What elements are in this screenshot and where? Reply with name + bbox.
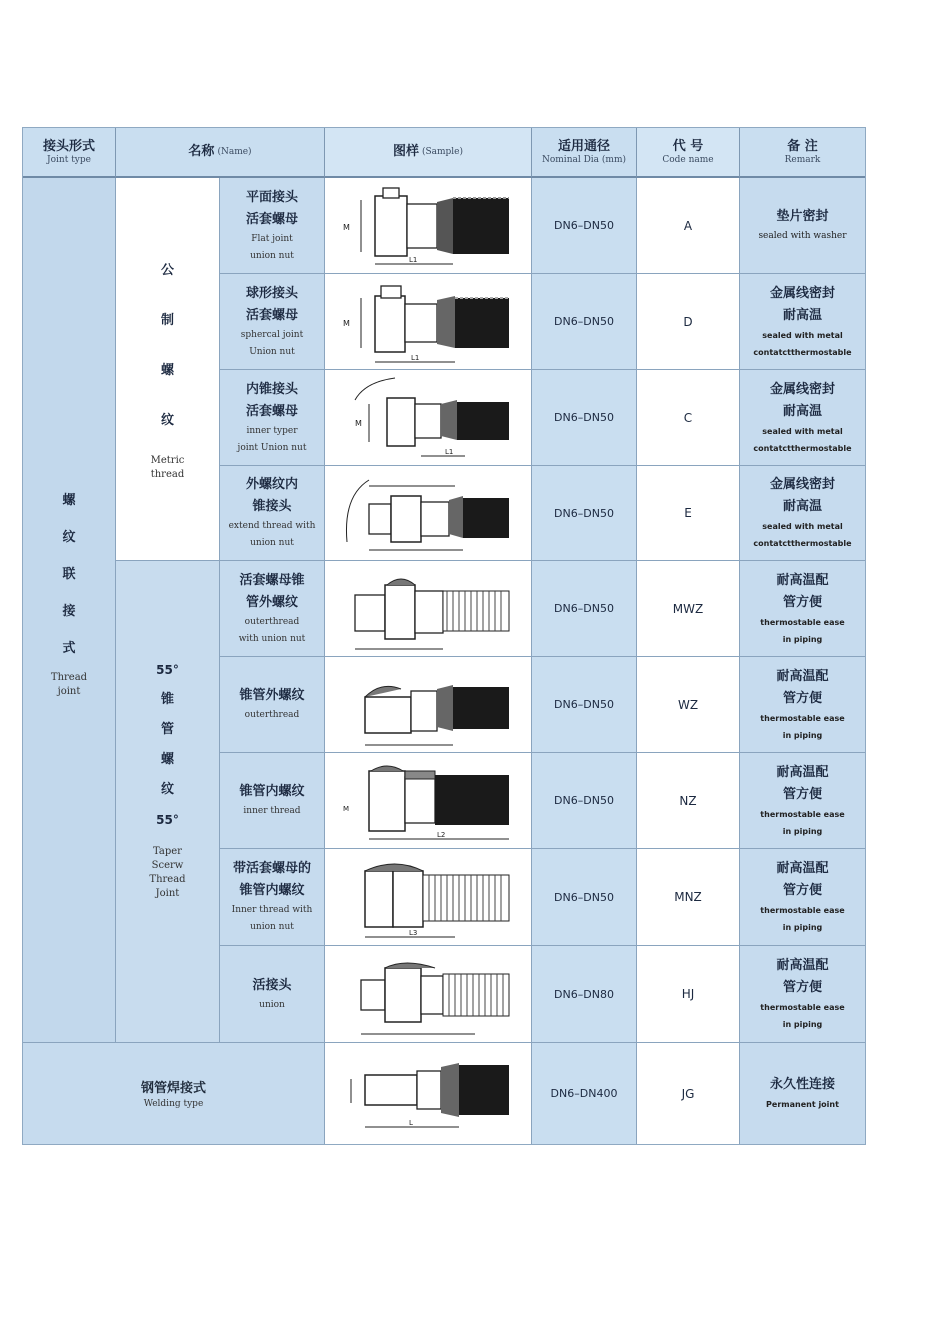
header-joint-type-zh: 接头形式 bbox=[42, 138, 95, 154]
welding-code: JG bbox=[637, 1043, 740, 1144]
group-taper-thread-en bbox=[149, 845, 185, 901]
row-nominal-dia: DN6–DN50 bbox=[532, 753, 637, 849]
row-name-en: extend thread with bbox=[228, 521, 316, 531]
drawing-label-l2: L2 bbox=[437, 831, 446, 839]
group-thread-joint bbox=[23, 178, 116, 1043]
drawing-label-l3: L3 bbox=[409, 929, 418, 937]
row-remark bbox=[740, 753, 865, 849]
row-name bbox=[220, 753, 325, 849]
welding-remark-en: Permanent joint bbox=[766, 1100, 839, 1109]
row-code: A bbox=[637, 178, 740, 274]
row-remark-en: sealed with washer bbox=[758, 231, 847, 241]
row-nominal-dia: DN6–DN50 bbox=[532, 370, 637, 466]
row-remark-en: thermostable ease bbox=[760, 809, 845, 819]
row-name-en: inner typer bbox=[246, 425, 298, 436]
row-remark bbox=[740, 561, 865, 657]
group-taper-thread-en-line: Joint bbox=[155, 888, 180, 899]
group-metric-thread-char: 纹 bbox=[160, 413, 174, 428]
group-taper-thread-char: 55° bbox=[156, 813, 179, 827]
header-sample-en: (Sample) bbox=[421, 146, 464, 157]
sample-drawing-inner-thread bbox=[325, 753, 532, 849]
welding-nominal-dia: DN6–DN400 bbox=[532, 1043, 637, 1144]
row-name bbox=[220, 274, 325, 370]
row-name-zh: 活套螺母 bbox=[245, 403, 298, 419]
row-remark-en: sealed with metal bbox=[762, 330, 843, 340]
header-code-name bbox=[637, 128, 740, 178]
row-remark-zh: 管方便 bbox=[782, 594, 822, 610]
row-remark-zh: 耐高温 bbox=[782, 499, 822, 514]
group-taper-thread bbox=[116, 561, 220, 1043]
row-nominal-dia: DN6–DN50 bbox=[532, 274, 637, 370]
row-nominal-dia: DN6–DN50 bbox=[532, 561, 637, 657]
row-name-en: sphercal joint bbox=[240, 329, 304, 340]
row-remark-zh: 垫片密封 bbox=[776, 209, 829, 224]
drawing-label-m: M bbox=[343, 319, 350, 328]
header-joint-type bbox=[23, 128, 116, 178]
group-thread-joint-char: 式 bbox=[62, 641, 76, 656]
group-metric-thread-char: 公 bbox=[160, 263, 174, 278]
row-remark bbox=[740, 178, 865, 274]
group-metric-thread-en-line: thread bbox=[150, 469, 185, 480]
header-nominal-dia-en: Nominal Dia (mm) bbox=[541, 154, 627, 165]
group-taper-thread-en-line: Scerw bbox=[151, 860, 184, 871]
group-thread-joint-en bbox=[51, 671, 87, 699]
row-remark-zh: 耐高温 bbox=[782, 307, 822, 323]
group-thread-joint-char: 联 bbox=[62, 567, 76, 582]
row-remark-zh: 管方便 bbox=[782, 690, 822, 706]
header-remark-en: Remark bbox=[784, 154, 821, 165]
row-remark-zh: 耐高温配 bbox=[776, 668, 829, 684]
row-remark-en: thermostable ease bbox=[760, 1003, 845, 1012]
row-remark bbox=[740, 370, 865, 466]
row-name-en: union nut bbox=[250, 250, 294, 261]
row-name bbox=[220, 946, 325, 1043]
header-sample-zh: 图样 bbox=[392, 144, 419, 159]
row-name-en: outerthread bbox=[244, 710, 300, 720]
header-nominal-dia bbox=[532, 128, 637, 178]
joint-spec-sheet bbox=[22, 127, 866, 1145]
row-name-en: union nut bbox=[250, 922, 294, 932]
row-code: NZ bbox=[637, 753, 740, 849]
row-remark bbox=[740, 274, 865, 370]
row-code: MWZ bbox=[637, 561, 740, 657]
group-thread-joint-char: 螺 bbox=[62, 493, 76, 508]
row-code: HJ bbox=[637, 946, 740, 1043]
group-metric-thread-char: 制 bbox=[160, 313, 174, 328]
row-name-zh: 管外螺纹 bbox=[245, 594, 298, 610]
row-remark-zh: 耐高温配 bbox=[776, 764, 829, 780]
header-code-name-en: Code name bbox=[662, 154, 714, 165]
row-code: E bbox=[637, 466, 740, 561]
drawing-label-l1: L1 bbox=[409, 256, 418, 264]
welding-type-en: Welding type bbox=[143, 1098, 204, 1109]
group-thread-joint-char: 接 bbox=[62, 604, 76, 619]
row-nominal-dia: DN6–DN50 bbox=[532, 657, 637, 753]
row-remark-zh: 金属线密封 bbox=[769, 381, 835, 397]
group-metric-thread-en bbox=[151, 454, 185, 482]
row-remark-zh: 管方便 bbox=[782, 786, 822, 802]
row-remark-en: sealed with metal bbox=[762, 426, 843, 436]
group-metric-thread bbox=[116, 178, 220, 561]
row-name-en: with union nut bbox=[238, 633, 306, 644]
row-remark-zh: 耐高温 bbox=[782, 403, 822, 419]
drawing-label-l1: L1 bbox=[411, 354, 420, 362]
row-nominal-dia: DN6–DN50 bbox=[532, 466, 637, 561]
row-name-en: outerthread bbox=[244, 616, 300, 627]
row-name-zh: 锥接头 bbox=[252, 499, 292, 514]
drawing-label-m: M bbox=[355, 419, 362, 428]
row-remark-en: in piping bbox=[782, 826, 823, 836]
row-name-zh: 内锥接头 bbox=[245, 381, 298, 397]
row-remark-zh: 耐高温配 bbox=[776, 958, 829, 973]
row-name bbox=[220, 657, 325, 753]
row-name-zh: 锥管内螺纹 bbox=[239, 784, 305, 799]
header-nominal-dia-zh: 适用通径 bbox=[557, 138, 610, 154]
group-taper-thread-char: 管 bbox=[160, 722, 174, 737]
row-code: WZ bbox=[637, 657, 740, 753]
row-code: C bbox=[637, 370, 740, 466]
row-remark bbox=[740, 946, 865, 1043]
row-nominal-dia: DN6–DN50 bbox=[532, 178, 637, 274]
row-name-zh: 活套螺母 bbox=[245, 211, 298, 227]
row-name bbox=[220, 178, 325, 274]
sample-drawing-extend-thread bbox=[325, 466, 532, 561]
group-metric-thread-char: 螺 bbox=[160, 363, 174, 378]
row-name bbox=[220, 849, 325, 946]
row-name-zh: 锥管内螺纹 bbox=[239, 883, 305, 898]
row-name-zh: 外螺纹内 bbox=[245, 477, 298, 492]
row-remark-en: in piping bbox=[782, 1020, 823, 1029]
header-remark-zh: 备 注 bbox=[787, 138, 818, 154]
row-code: MNZ bbox=[637, 849, 740, 946]
row-remark-zh: 耐高温配 bbox=[776, 861, 829, 876]
sample-drawing-inner-thread-union-nut bbox=[325, 849, 532, 946]
group-taper-thread-en-line: Thread bbox=[149, 874, 186, 885]
row-nominal-dia: DN6–DN50 bbox=[532, 849, 637, 946]
row-name-zh: 带活套螺母的 bbox=[232, 861, 311, 876]
drawing-label-m: M bbox=[343, 805, 350, 813]
row-name-en: union bbox=[259, 999, 285, 1010]
row-remark-en: in piping bbox=[782, 730, 823, 740]
row-remark-en: contatctthermostable bbox=[753, 443, 852, 453]
row-remark-en: thermostable ease bbox=[760, 617, 845, 627]
row-name-en: Inner thread with bbox=[231, 905, 313, 915]
row-remark-en: sealed with metal bbox=[762, 522, 843, 531]
row-remark-zh: 耐高温配 bbox=[776, 572, 829, 588]
row-name bbox=[220, 466, 325, 561]
sample-drawing-union bbox=[325, 946, 532, 1043]
header-joint-type-en: Joint type bbox=[47, 154, 91, 165]
welding-type bbox=[23, 1043, 325, 1144]
group-taper-thread-char: 纹 bbox=[160, 782, 174, 797]
row-remark bbox=[740, 849, 865, 946]
group-metric-thread-en-line: Metric bbox=[150, 455, 185, 466]
row-remark-en: thermostable ease bbox=[760, 713, 845, 723]
group-taper-thread-en-line: Taper bbox=[153, 846, 182, 857]
row-name-zh: 活套螺母锥 bbox=[239, 572, 305, 588]
sample-drawing-flat-joint bbox=[325, 178, 532, 274]
header-code-name-zh: 代 号 bbox=[672, 138, 704, 154]
sample-drawing-outer-thread bbox=[325, 657, 532, 753]
row-nominal-dia: DN6–DN80 bbox=[532, 946, 637, 1043]
drawing-label-m: M bbox=[343, 223, 350, 232]
drawing-label-l: L bbox=[409, 1119, 413, 1127]
row-name-en: inner thread bbox=[243, 806, 301, 816]
header-name-en: (Name) bbox=[217, 146, 252, 157]
header-name-zh: 名称 bbox=[188, 144, 215, 159]
welding-type-zh: 钢管焊接式 bbox=[140, 1080, 206, 1096]
sample-drawing-outer-thread-union-nut bbox=[325, 561, 532, 657]
row-name-en: Union nut bbox=[249, 346, 295, 357]
group-taper-thread-char: 55° bbox=[156, 663, 179, 677]
row-name-en: Flat joint bbox=[251, 233, 293, 244]
row-remark-en: in piping bbox=[782, 634, 823, 644]
header-remark bbox=[740, 128, 865, 178]
row-name-en: joint Union nut bbox=[237, 442, 307, 453]
group-thread-joint-en-line: Thread bbox=[50, 672, 88, 683]
welding-remark-zh: 永久性连接 bbox=[769, 1077, 835, 1092]
row-name-zh: 活接头 bbox=[252, 977, 292, 993]
sample-drawing-welding bbox=[325, 1043, 532, 1144]
row-remark bbox=[740, 466, 865, 561]
row-remark-en: contatctthermostable bbox=[753, 347, 852, 357]
group-thread-joint-char: 纹 bbox=[62, 530, 76, 545]
header-sample bbox=[325, 128, 532, 178]
row-remark-en: in piping bbox=[782, 923, 823, 932]
row-name-zh: 平面接头 bbox=[245, 189, 298, 205]
row-name-zh: 锥管外螺纹 bbox=[239, 688, 305, 703]
sample-drawing-spherical-joint bbox=[325, 274, 532, 370]
header-name bbox=[116, 128, 325, 178]
row-name-zh: 活套螺母 bbox=[245, 307, 298, 323]
group-thread-joint-en-line: joint bbox=[57, 686, 81, 697]
row-remark-zh: 金属线密封 bbox=[769, 477, 835, 492]
group-taper-thread-char: 锥 bbox=[160, 692, 174, 707]
row-code: D bbox=[637, 274, 740, 370]
row-remark-zh: 管方便 bbox=[782, 883, 822, 898]
row-name-en: union nut bbox=[250, 538, 294, 548]
row-remark-en: thermostable ease bbox=[760, 906, 845, 915]
sample-drawing-inner-taper-joint bbox=[325, 370, 532, 466]
row-remark-en: contatctthermostable bbox=[753, 539, 852, 548]
drawing-label-l1: L1 bbox=[445, 448, 454, 456]
row-name bbox=[220, 561, 325, 657]
row-name bbox=[220, 370, 325, 466]
welding-remark bbox=[740, 1043, 865, 1144]
row-remark-zh: 金属线密封 bbox=[769, 285, 835, 301]
group-taper-thread-char: 螺 bbox=[160, 752, 174, 767]
row-remark bbox=[740, 657, 865, 753]
row-name-zh: 球形接头 bbox=[245, 285, 298, 301]
row-remark-zh: 管方便 bbox=[782, 980, 822, 995]
